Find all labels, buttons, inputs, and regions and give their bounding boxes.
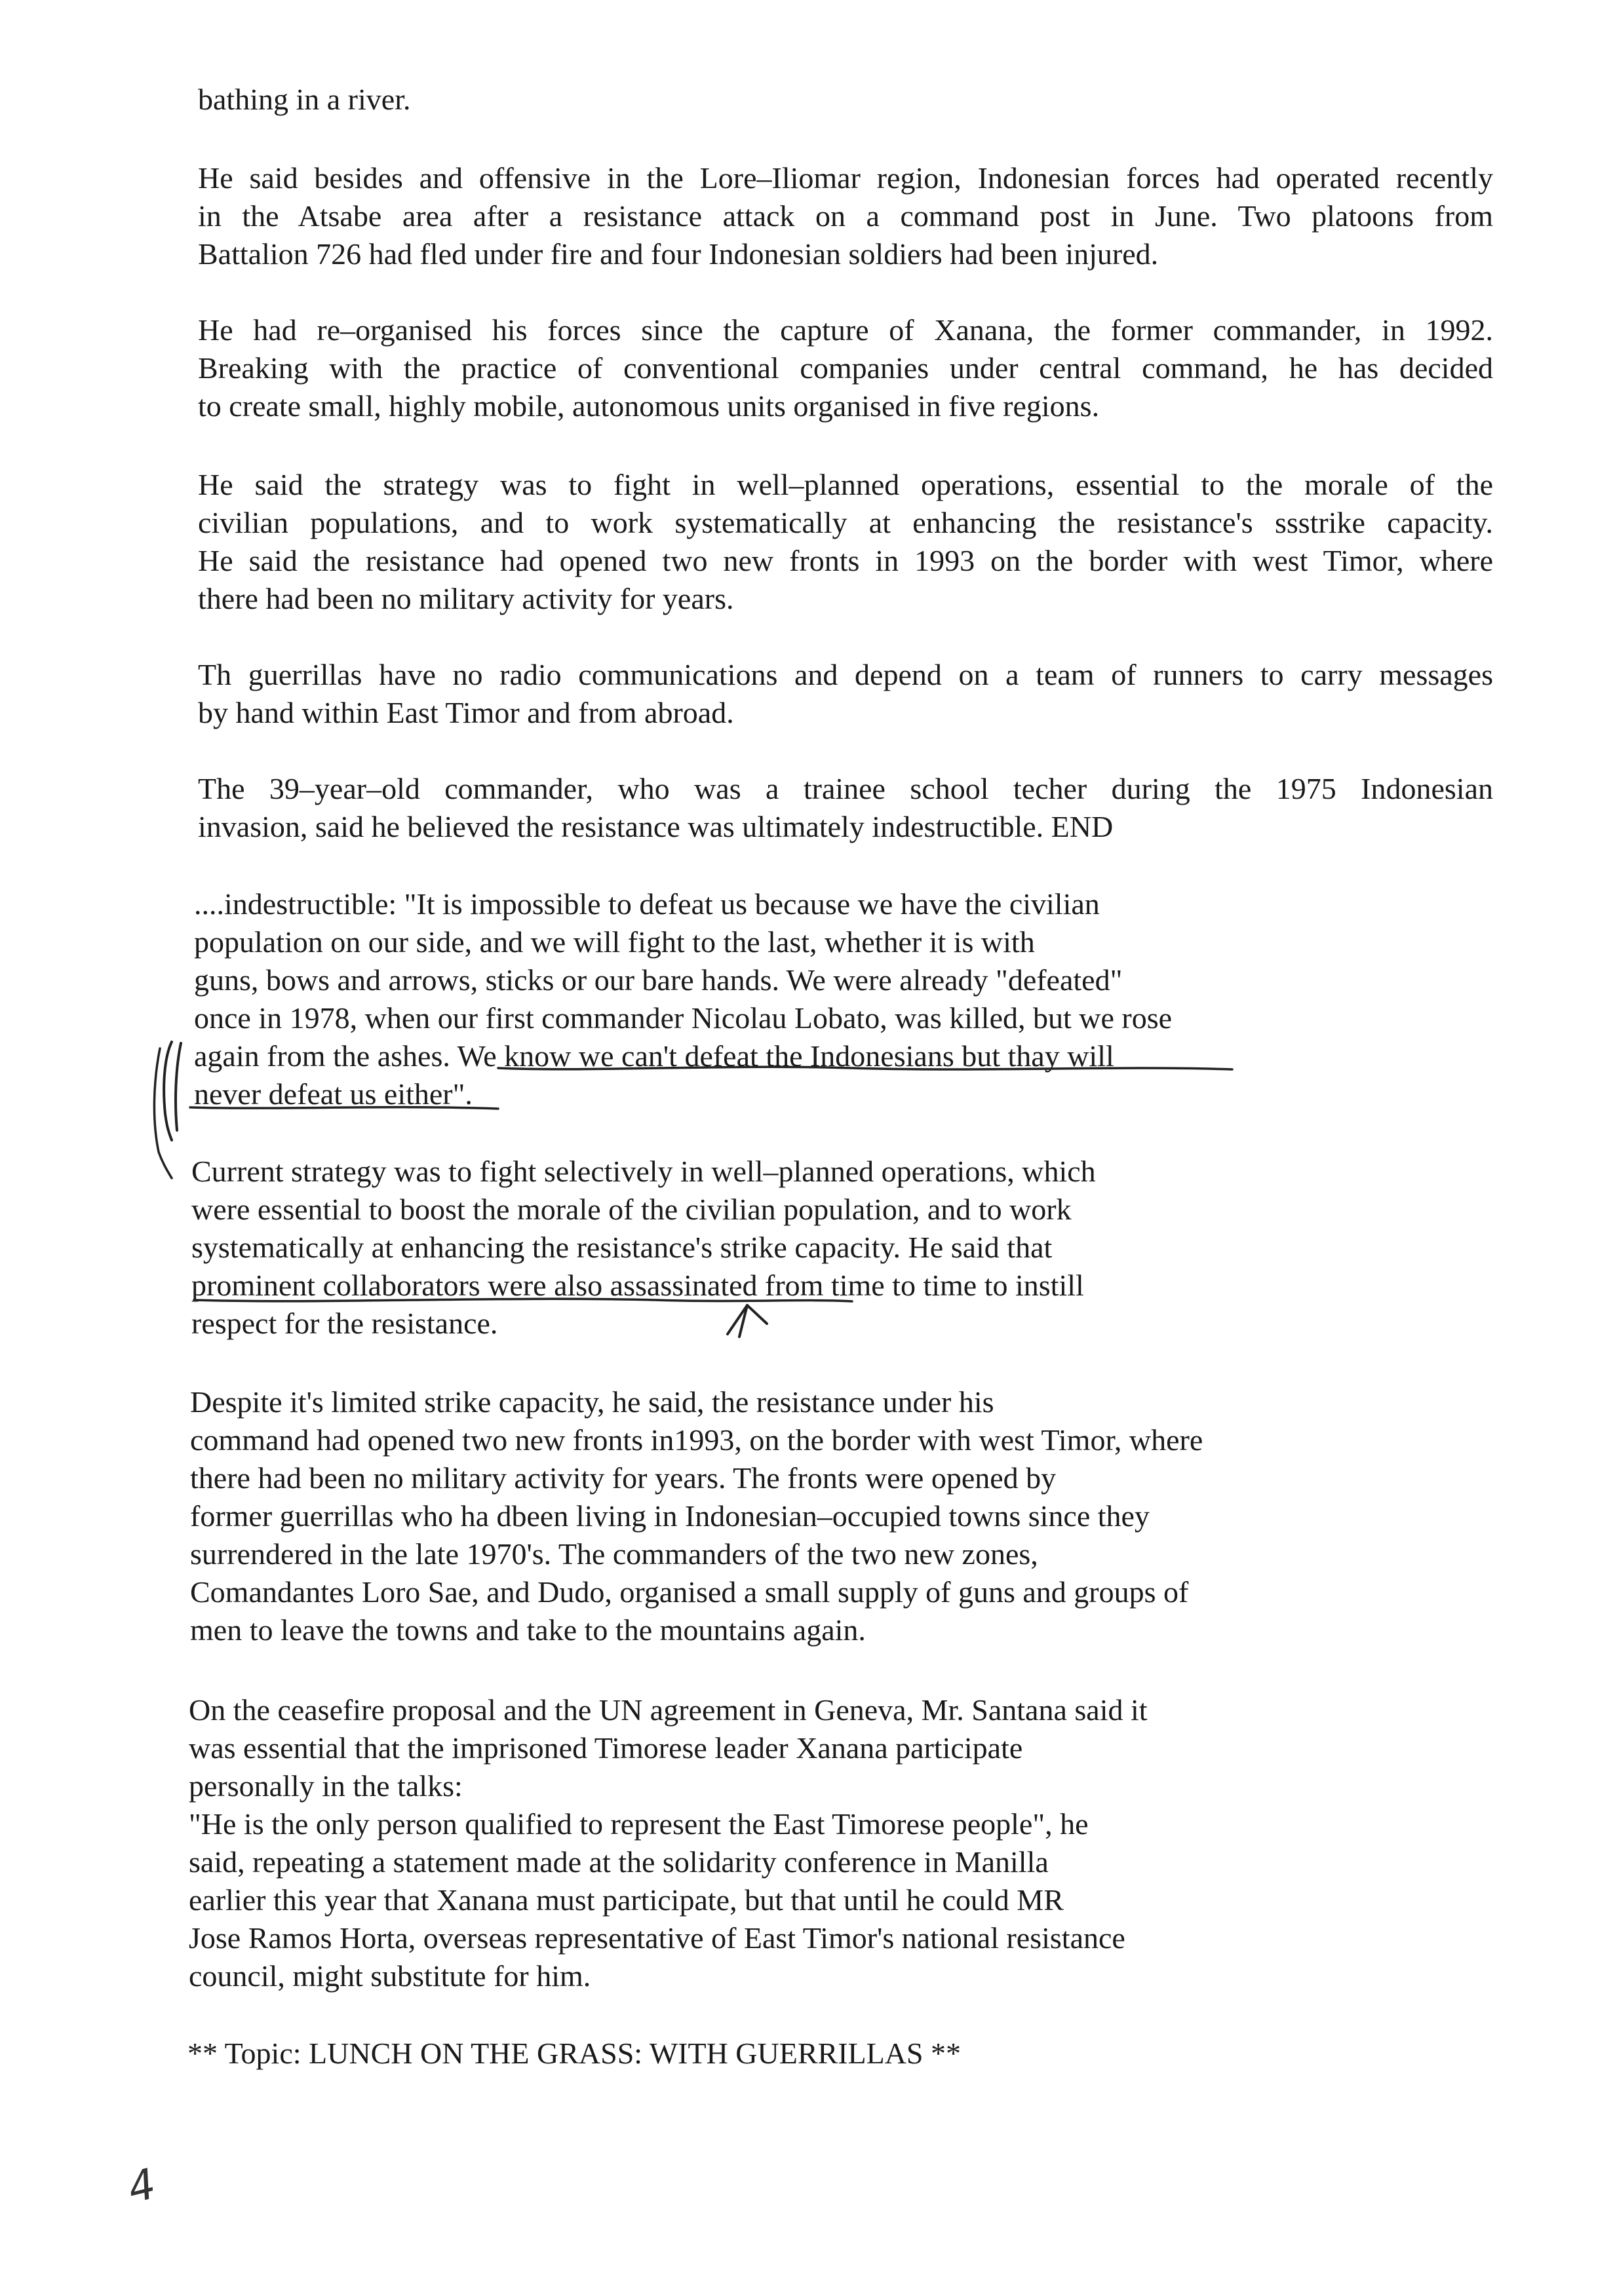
text-line: population on our side, and we will fight to the last, whether it is with — [194, 925, 1035, 959]
text-line: civilian populations, and to work systematically at enhancing the resistance's ssstrike capacity. — [198, 506, 1493, 539]
text-line: surrendered in the late 1970's. The commanders of the two new zones, — [190, 1537, 1038, 1571]
text-line: was essential that the imprisoned Timorese leader Xanana participate — [189, 1731, 1023, 1765]
text-line: said, repeating a statement made at the solidarity conference in Manilla — [189, 1845, 1049, 1879]
text-line: command had opened two new fronts in1993, on the border with west Timor, where — [190, 1423, 1203, 1457]
text-line: Jose Ramos Horta, overseas representative of East Timor's national resistance — [189, 1921, 1125, 1955]
text-line: personally in the talks: — [189, 1769, 463, 1803]
text-line: once in 1978, when our first commander Nicolau Lobato, was killed, but we rose — [194, 1001, 1173, 1035]
text-line: "He is the only person qualified to represent the East Timorese people", he — [189, 1807, 1089, 1841]
text-line: again from the ashes. We know we can't defeat the Indonesians but thay will — [194, 1039, 1114, 1073]
text-line: Th guerrillas have no radio communications and depend on a team of runners to carry messages — [198, 658, 1493, 691]
text-line: there had been no military activity for years. The fronts were opened by — [190, 1461, 1057, 1495]
text-line: ....indestructible: "It is impossible to defeat us because we have the civilian — [194, 887, 1100, 921]
text-line: systematically at enhancing the resistance's strike capacity. He said that — [191, 1231, 1053, 1264]
topic-line: ** Topic: LUNCH ON THE GRASS: WITH GUERRILLAS ** — [187, 2037, 962, 2070]
text-line: former guerrillas who ha dbeen living in Indonesian–occupied towns since they — [190, 1499, 1150, 1533]
text-line: He had re–organised his forces since the capture of Xanana, the former commander, in 1992. — [198, 313, 1493, 347]
margin-bracket-mark — [164, 1042, 172, 1140]
text-line: invasion, said he believed the resistance was ultimately indestructible. END — [198, 810, 1114, 843]
text-line: never defeat us either". — [194, 1077, 473, 1111]
margin-bracket-mark — [176, 1043, 181, 1130]
text-line: earlier this year that Xanana must participate, but that until he could MR — [189, 1883, 1064, 1917]
text-line: in the Atsabe area after a resistance attack on a command post in June. Two platoons from — [198, 199, 1493, 233]
text-line: Despite it's limited strike capacity, he said, the resistance under his — [190, 1385, 994, 1419]
text-line: by hand within East Timor and from abroad. — [198, 696, 734, 729]
text-line: Comandantes Loro Sae, and Dudo, organised a small supply of guns and groups of — [190, 1575, 1189, 1609]
caret-mark — [728, 1305, 767, 1334]
text-line: Current strategy was to fight selectively in well–planned operations, which — [191, 1155, 1096, 1188]
text-line: He said besides and offensive in the Lore–Iliomar region, Indonesian forces had operated recently — [198, 161, 1493, 195]
text-line: guns, bows and arrows, sticks or our bare hands. We were already "defeated" — [194, 963, 1123, 997]
caret-mark — [739, 1305, 747, 1337]
text-line: The 39–year–old commander, who was a trainee school techer during the 1975 Indonesian — [198, 772, 1493, 805]
text-line: men to leave the towns and take to the mountains again. — [190, 1613, 866, 1647]
text-line: Breaking with the practice of conventional companies under central command, he has decided — [198, 351, 1493, 385]
text-line: On the ceasefire proposal and the UN agreement in Geneva, Mr. Santana said it — [189, 1693, 1148, 1727]
text-line: council, might substitute for him. — [189, 1959, 591, 1993]
handwritten-page-number: 4 — [123, 2160, 161, 2213]
text-line: to create small, highly mobile, autonomous units organised in five regions. — [198, 389, 1100, 423]
text-line: Battalion 726 had fled under fire and four Indonesian soldiers had been injured. — [198, 237, 1159, 271]
text-line: He said the resistance had opened two new fronts in 1993 on the border with west Timor, where — [198, 544, 1493, 577]
text-line: He said the strategy was to fight in well–planned operations, essential to the morale of the — [198, 468, 1493, 501]
text-line: respect for the resistance. — [191, 1307, 498, 1340]
text-line: were essential to boost the morale of the civilian population, and to work — [191, 1193, 1072, 1226]
text-line: there had been no military activity for years. — [198, 582, 734, 615]
text-line: bathing in a river. — [198, 83, 411, 116]
margin-bracket-mark — [154, 1048, 172, 1178]
text-line: prominent collaborators were also assassinated from time to time to instill — [191, 1269, 1084, 1302]
